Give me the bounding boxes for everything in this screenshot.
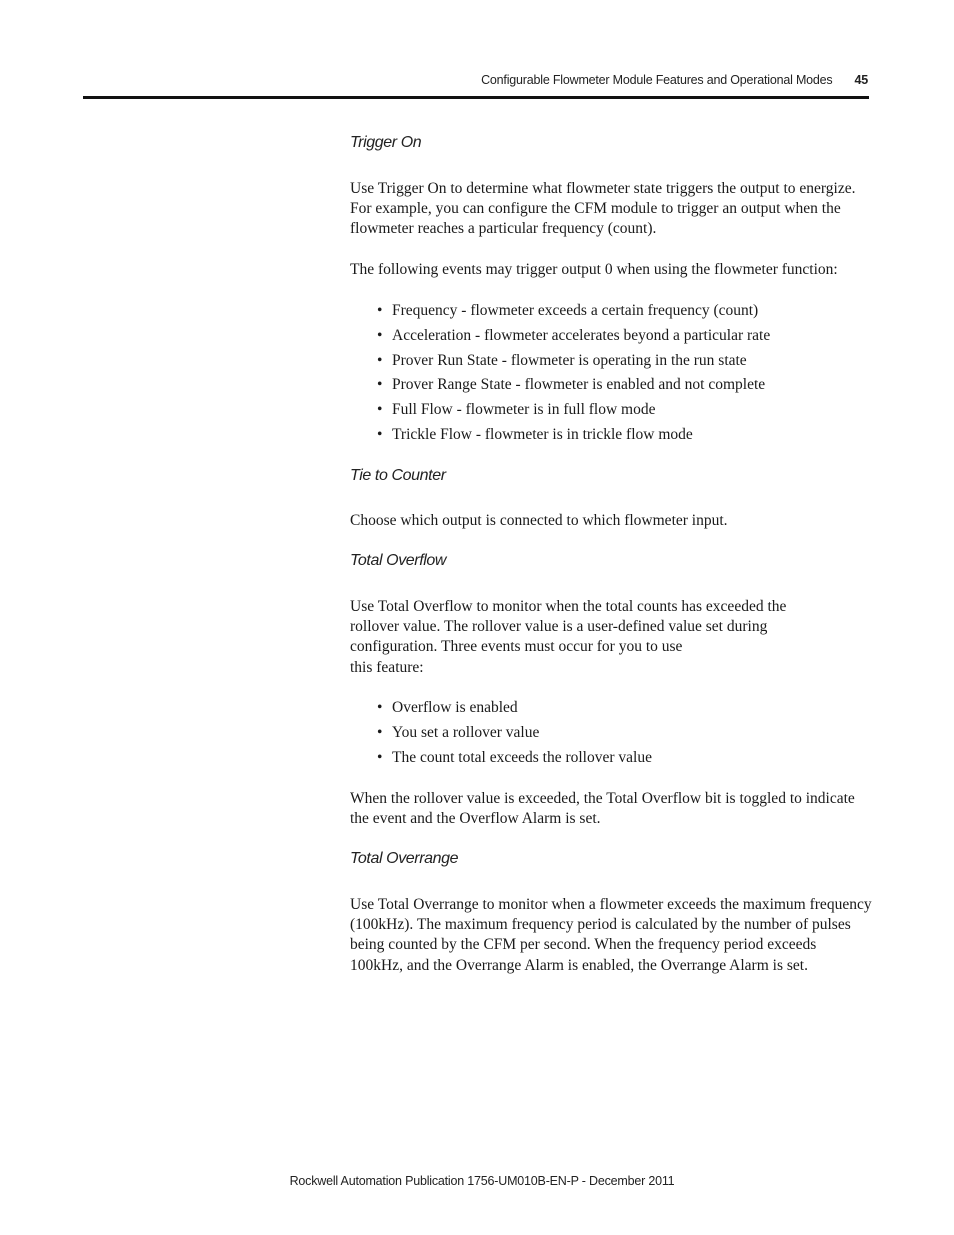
- list-item: • The count total exceeds the rollover value: [377, 748, 652, 766]
- list-item: • Prover Range State - flowmeter is enabled and not complete: [377, 376, 766, 394]
- running-header: [481, 73, 868, 87]
- list-item: • You set a rollover value: [377, 723, 540, 741]
- total-overflow-paragraph-2: When the rollover value is exceeded, the Total Overflow bit is toggled to indicate the event and the Overflow Alarm is set.: [350, 790, 855, 828]
- list-item: • Acceleration - flowmeter accelerates beyond a particular rate: [377, 326, 771, 344]
- tie-to-counter-paragraph: Choose which output is connected to which flowmeter input.: [350, 512, 728, 529]
- page-footer: [0, 1174, 954, 1188]
- trigger-events-list: [377, 301, 770, 450]
- section-title-total-overflow: Total Overflow: [350, 552, 447, 569]
- trigger-on-paragraph-1: Use Trigger On to determine what flowmeter state triggers the output to energize. For example, you can configure the CFM module to trigger an output when the flowmeter reaches a particular frequency (count).: [350, 180, 856, 238]
- list-item: • Frequency - flowmeter exceeds a certain frequency (count): [377, 302, 759, 319]
- list-item: • Trickle Flow - flowmeter is in trickle flow mode: [377, 425, 693, 443]
- header-rule: [83, 96, 869, 99]
- section-title-tie-to-counter: Tie to Counter: [350, 467, 446, 484]
- publication-info: Rockwell Automation Publication 1756-UM010B-EN-P - December 2011: [289, 1174, 675, 1188]
- total-overrange-paragraph: Use Total Overrange to monitor when a flowmeter exceeds the maximum frequency (100kHz). The maximum frequency period is calculated by the number of pulses being counted by the CFM per second. When the frequency period exceeds 100kHz, and the Overrange Alarm is enabled, the Overrange Alarm is set.: [350, 896, 872, 974]
- overflow-conditions-list: [377, 698, 652, 772]
- list-item: • Overflow is enabled: [377, 699, 518, 716]
- section-title-total-overrange: Total Overrange: [350, 850, 459, 867]
- header-title: Configurable Flowmeter Module Features and Operational Modes: [481, 73, 833, 87]
- total-overflow-paragraph-1: Use Total Overflow to monitor when the total counts has exceeded the rollover value. The rollover value is a user-defined value set during configuration. Three events must occur for you to use this feature:: [350, 598, 787, 676]
- page-number: 45: [854, 73, 868, 87]
- trigger-on-paragraph-2: The following events may trigger output 0 when using the flowmeter function:: [350, 261, 838, 278]
- list-item: • Prover Run State - flowmeter is operating in the run state: [377, 351, 747, 369]
- section-title-trigger-on: Trigger On: [350, 134, 422, 151]
- list-item: • Full Flow - flowmeter is in full flow mode: [377, 401, 656, 419]
